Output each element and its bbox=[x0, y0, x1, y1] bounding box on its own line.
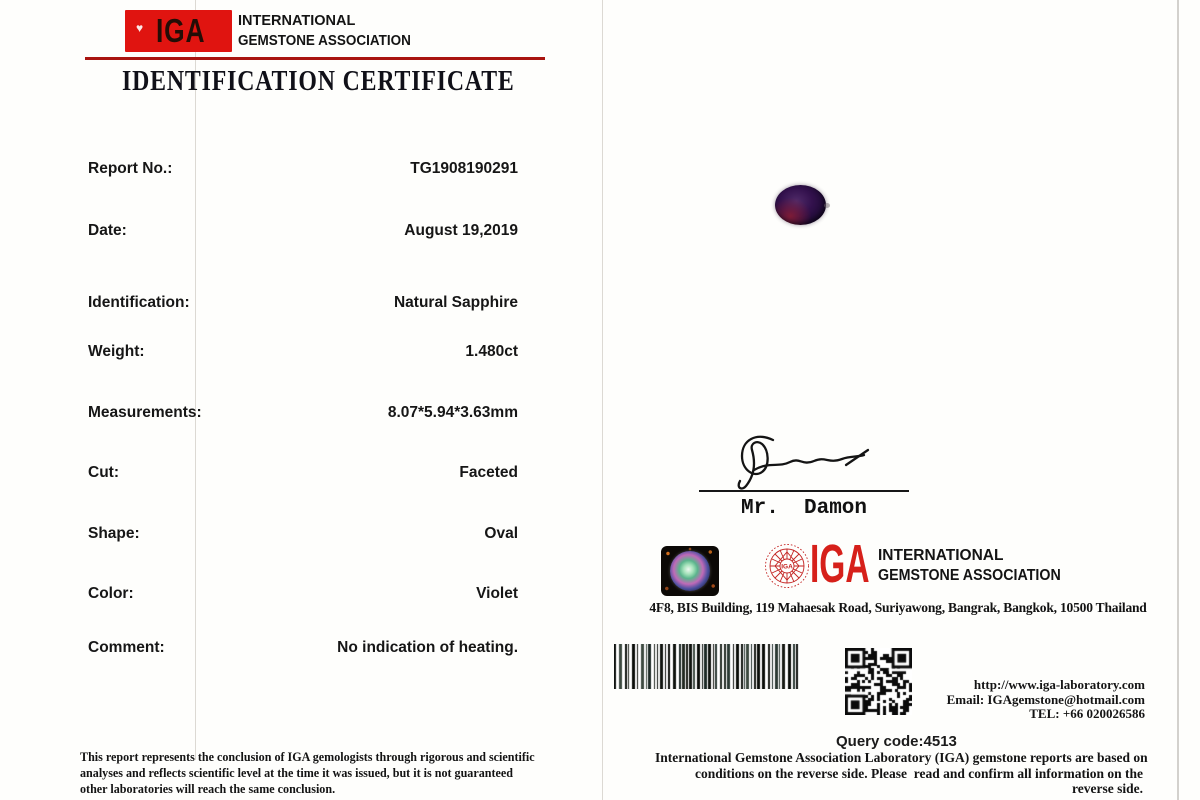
disclaimer-left bbox=[80, 749, 569, 797]
disclaimer-line: International Gemstone Association Laboratory (IGA) gemstone reports are based on bbox=[655, 750, 1148, 765]
seal-iga-text: IGA bbox=[781, 563, 793, 571]
org-name-bottom bbox=[878, 546, 1077, 586]
disclaimer-line: analyses and reflects scientific level at the time it was issued, but it is not guaranteed bbox=[80, 765, 513, 780]
org-line2: GEMSTONE ASSOCIATION bbox=[878, 567, 1061, 584]
iga-logo-box bbox=[125, 10, 232, 52]
fold-line-center bbox=[602, 0, 603, 800]
field-label: Identification: bbox=[88, 294, 190, 311]
field-row-cut bbox=[0, 464, 560, 484]
gemstone-photo bbox=[775, 185, 826, 225]
field-label: Cut: bbox=[88, 464, 119, 481]
field-label: Shape: bbox=[88, 525, 140, 542]
hologram-sticker bbox=[661, 546, 719, 596]
disclaimer-line: reverse side. bbox=[1072, 781, 1143, 796]
field-value: 8.07*5.94*3.63mm bbox=[387, 404, 518, 421]
barcode bbox=[614, 644, 800, 689]
field-label: Date: bbox=[88, 222, 127, 239]
org-line1: INTERNATIONAL bbox=[878, 547, 1004, 564]
contact-block bbox=[820, 678, 1145, 722]
disclaimer-line: conditions on the reverse side. Please read and confirm all information on the bbox=[695, 765, 1143, 781]
field-row-report-no bbox=[0, 160, 560, 180]
org-name-top bbox=[238, 11, 424, 51]
field-row-color bbox=[0, 585, 560, 605]
field-label: Report No.: bbox=[88, 160, 173, 177]
certificate-title: IDENTIFICATION CERTIFICATE bbox=[122, 66, 515, 97]
field-value: 1.480ct bbox=[465, 343, 518, 360]
field-value: Faceted bbox=[459, 464, 518, 481]
email: Email: IGAgemstone@hotmail.com bbox=[946, 691, 1145, 707]
website: http://www.iga-laboratory.com bbox=[973, 677, 1145, 692]
org-line2: GEMSTONE ASSOCIATION bbox=[238, 33, 411, 49]
telephone: TEL: +66 020026586 bbox=[1029, 706, 1145, 721]
query-code: Query code:4513 bbox=[836, 733, 957, 750]
disclaimer-line: other laboratories will reach the same conclusion. bbox=[80, 781, 336, 796]
field-row-identification bbox=[0, 294, 560, 314]
field-value: No indication of heating. bbox=[337, 639, 518, 656]
iga-logo-text: IGA bbox=[156, 12, 206, 49]
field-row-date bbox=[0, 222, 560, 242]
field-value: TG1908190291 bbox=[410, 160, 518, 177]
iga-seal bbox=[764, 539, 810, 593]
field-value: Oval bbox=[484, 525, 518, 542]
red-divider bbox=[85, 57, 545, 60]
field-row-measurements bbox=[0, 404, 560, 424]
field-row-weight bbox=[0, 343, 560, 363]
signature-line bbox=[699, 490, 909, 492]
disclaimer-line: This report represents the conclusion of IGA gemologists through rigorous and scientific bbox=[80, 749, 535, 764]
field-label: Weight: bbox=[88, 343, 145, 360]
signer-name: Mr. Damon bbox=[740, 497, 868, 520]
field-label: Measurements: bbox=[88, 404, 202, 421]
org-line1: INTERNATIONAL bbox=[238, 13, 356, 29]
paper-edge-right bbox=[1177, 0, 1179, 800]
iga-logo-text-bottom: IGA bbox=[810, 534, 870, 594]
field-value: Natural Sapphire bbox=[393, 294, 518, 311]
signature-stroke bbox=[698, 430, 913, 492]
field-value: August 19,2019 bbox=[404, 222, 518, 239]
field-row-shape bbox=[0, 525, 560, 545]
field-row-comment bbox=[0, 639, 560, 659]
lab-address: 4F8, BIS Building, 119 Mahaesak Road, Suriyawong, Bangrak, Bangkok, 10500 Thailand bbox=[649, 600, 1147, 615]
hologram-specks bbox=[661, 546, 719, 596]
field-value: Violet bbox=[476, 585, 518, 602]
heart-icon: ♥ bbox=[136, 21, 144, 35]
field-label: Color: bbox=[88, 585, 134, 602]
field-label: Comment: bbox=[88, 639, 165, 656]
disclaimer-right bbox=[655, 750, 1148, 797]
